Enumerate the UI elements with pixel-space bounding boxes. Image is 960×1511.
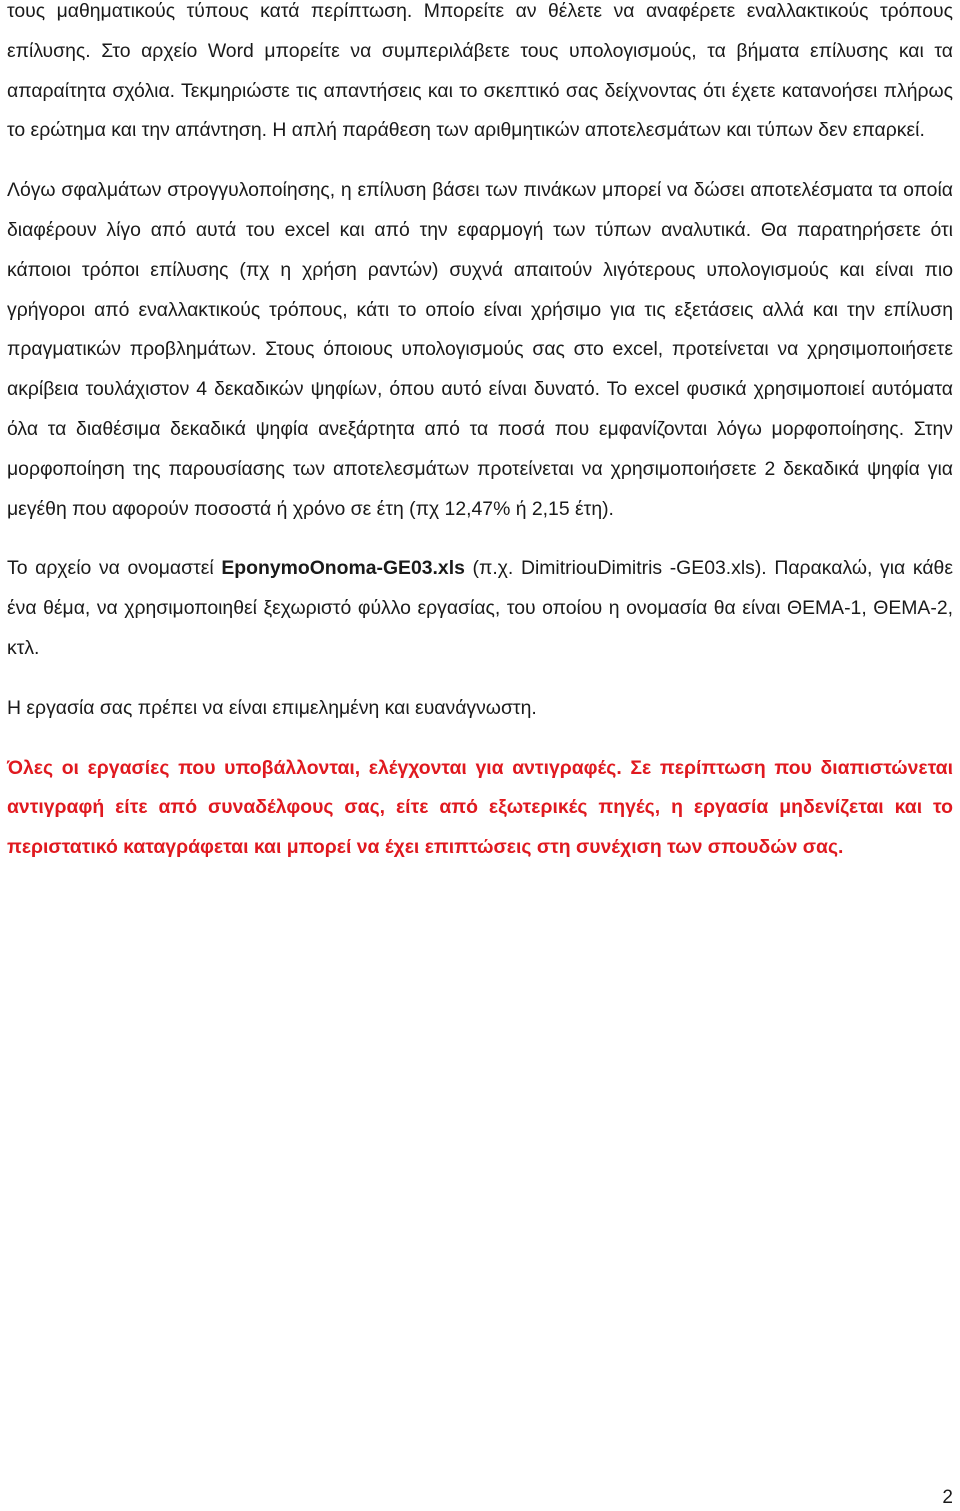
document-page [7, 0, 953, 868]
paragraph-filename [7, 549, 953, 668]
paragraph-rounding: Λόγω σφαλμάτων στρογγυλοποίησης, η επίλυση βάσει των πινάκων μπορεί να δώσει αποτελέσματα τα οποία διαφέρουν λίγο από αυτά του excel και από την εφαρμογή των τύπων αναλυτικά. Θα παρατηρήσετε ότι κάποιοι τρόποι επίλυσης (πχ η χρήση ραντών) συχνά απαιτούν λιγότερους υπολογισμούς και είναι πιο γρήγοροι από εναλλακτικούς τρόπους, κάτι το οποίο είναι χρήσιμο για τις εξετάσεις αλλά και την επίλυση πραγματικών προβλημάτων. Στους όποιους υπολογισμούς σας στο excel, προτείνεται να χρησιμοποιήσετε ακρίβεια τουλάχιστον 4 δεκαδικών ψηφίων, όπου αυτό είναι δυνατό. Το excel φυσικά χρησιμοποιεί αυτόματα όλα τα διαθέσιμα δεκαδικά ψηφία ανεξάρτητα από τα ποσά που εμφανίζονται λόγω μορφοποίησης. Στην μορφοποίηση της παρουσίασης των αποτελεσμάτων προτείνεται να χρησιμοποιήσετε 2 δεκαδικά ψηφία για μεγέθη που αφορούν ποσοστά ή χρόνο σε έτη (πχ 12,47% ή 2,15 έτη). [7, 179, 953, 520]
page-number: 2 [942, 1487, 953, 1508]
filename-details: (π.χ. DimitriouDimitris -GE03.xls). Παρακαλώ, για κάθε ένα θέμα, να χρησιμοποιηθεί ξεχωριστό φύλλο εργασίας, του οποίου η ονομασία θα είναι ΘΕΜΑ-1, ΘΕΜΑ-2, κτλ. [7, 557, 953, 659]
paragraph-formulas: τους μαθηματικούς τύπους κατά περίπτωση. Μπορείτε αν θέλετε να αναφέρετε εναλλακτικούς τρόπους επίλυσης. Στο αρχείο Word μπορείτε να συμπεριλάβετε τους υπολογισμούς, τα βήματα επίλυσης και τα απαραίτητα σχόλια. Τεκμηριώστε τις απαντήσεις και το σκεπτικό σας δείχνοντας ότι έχετε κατανοήσει πλήρως το ερώτημα και την απάντηση. Η απλή παράθεση των αριθμητικών αποτελεσμάτων και τύπων δεν επαρκεί. [7, 0, 953, 142]
filename-pattern: EponymoOnoma-GE03.xls [221, 557, 465, 580]
plagiarism-warning: Όλες οι εργασίες που υποβάλλονται, ελέγχονται για αντιγραφές. Σε περίπτωση που διαπιστώνεται αντιγραφή είτε από συναδέλφους σας, είτε από εξωτερικές πηγές, η εργασία μηδενίζεται και το περιστατικό καταγράφεται και μπορεί να έχει επιπτώσεις στη συνέχιση των σπουδών σας. [7, 756, 953, 859]
paragraph-presentation: Η εργασία σας πρέπει να είναι επιμελημένη και ευανάγνωστη. [7, 696, 537, 719]
filename-intro: Το αρχείο να ονομαστεί [7, 557, 222, 580]
